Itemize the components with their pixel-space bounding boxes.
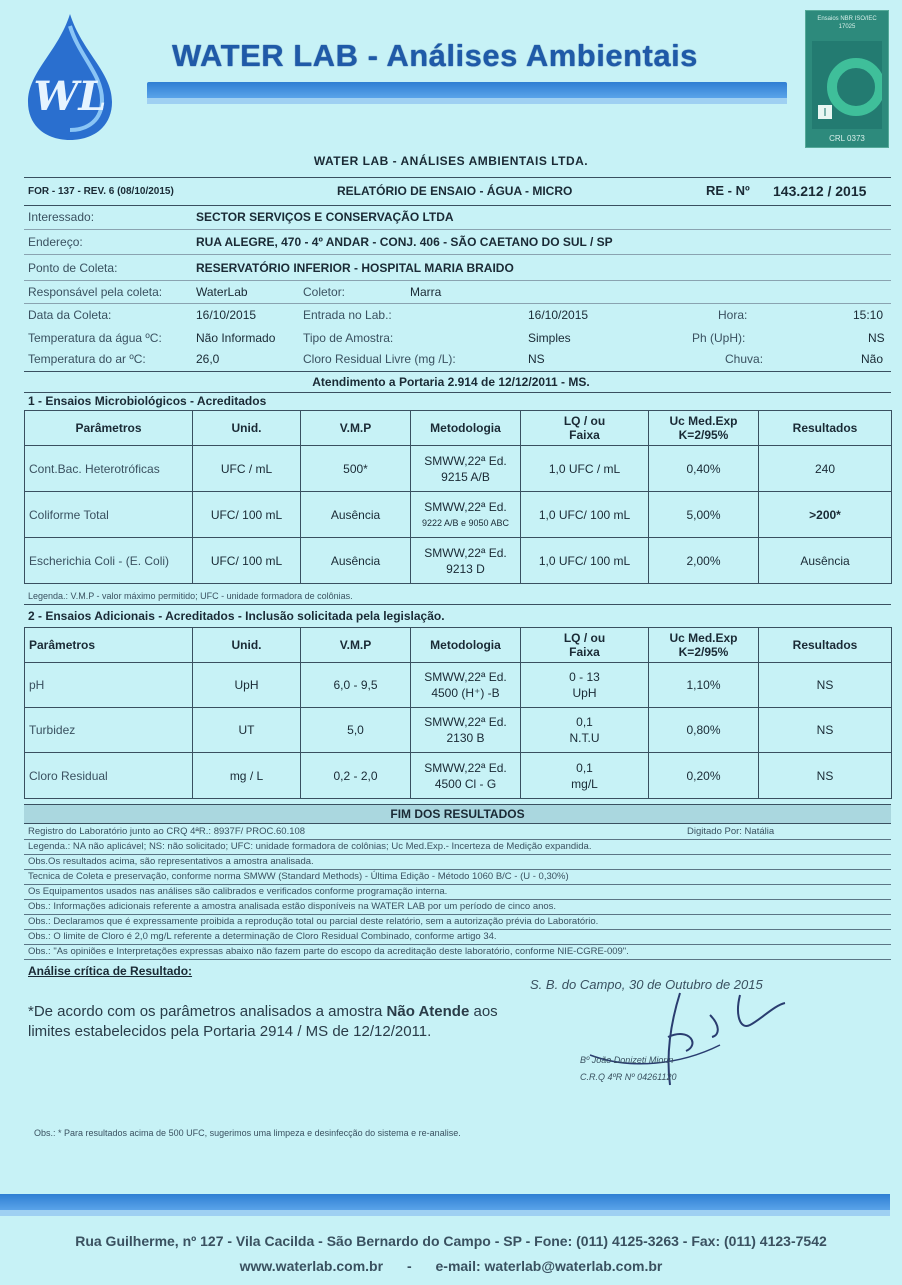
brand-title: WATER LAB - Análises Ambientais	[172, 38, 698, 73]
result-cell: Ausência	[759, 538, 892, 584]
divider	[24, 177, 891, 178]
col-uc: Uc Med.Exp K=2/95%	[649, 628, 759, 663]
unid-cell: mg / L	[193, 753, 301, 799]
footer-address: Rua Guilherme, nº 127 - Vila Cacilda - São Bernardo do Campo - SP - Fone: (011) 4125-3263 - Fax: (011) 4123-7542	[75, 1233, 827, 1249]
divider	[24, 229, 891, 230]
unid-cell: UFC/ 100 mL	[193, 538, 301, 584]
unid-cell: UpH	[193, 663, 301, 708]
col-metodologia: Metodologia	[411, 411, 521, 446]
param-cell: Cont.Bac. Heterotróficas	[25, 446, 193, 492]
col-parametros: Parâmetros	[25, 411, 193, 446]
signer-block	[580, 1052, 676, 1086]
cloro-label: Cloro Residual Livre (mg /L):	[303, 352, 456, 366]
col-lq: LQ / ou Faixa	[521, 411, 649, 446]
portaria-note: Atendimento a Portaria 2.914 de 12/12/2011 - MS.	[312, 375, 590, 389]
vmp-cell: Ausência	[301, 538, 411, 584]
hora-label: Hora:	[718, 308, 748, 322]
header-bar-highlight	[147, 98, 787, 104]
divider	[24, 254, 891, 255]
table-row	[25, 492, 892, 538]
micro-results-table	[24, 410, 892, 584]
result-cell: 240	[759, 446, 892, 492]
note-divider	[24, 884, 891, 885]
cloro-value: NS	[528, 352, 545, 366]
table-row	[25, 663, 892, 708]
note-line: Os Equipamentos usados nas análises são calibrados e verificados conforme programação interna.	[28, 886, 448, 897]
note-line: Legenda.: NA não aplicável; NS: não solicitado; UFC: unidade formadora de colônias; Uc Med.Exp.- Incerteza de Medição expandida.	[28, 841, 592, 852]
local-data: S. B. do Campo, 30 de Outubro de 2015	[530, 977, 763, 992]
divider	[24, 205, 891, 206]
note-line: Obs.: "As opiniões e Interpretações expressas abaixo não fazem parte do escopo da acreditação deste laboratório, conforme NIE-CGRE-009".	[28, 946, 629, 957]
param-cell: Cloro Residual	[25, 753, 193, 799]
seal-code: CRL 0373	[829, 134, 865, 143]
col-parametros: Parâmetros	[25, 628, 193, 663]
metodologia-cell: SMWW,22ª Ed. 9213 D	[411, 538, 521, 584]
email-link[interactable]: e-mail: waterlab@waterlab.com.br	[435, 1258, 663, 1274]
coletor-value: Marra	[410, 285, 442, 299]
divider	[24, 280, 891, 281]
temp-ar-label: Temperatura do ar ºC:	[28, 352, 146, 366]
metodologia-cell: SMWW,22ª Ed. 9222 A/B e 9050 ABC	[411, 492, 521, 538]
uc-cell: 0,40%	[649, 446, 759, 492]
lq-cell: 1,0 UFC/ 100 mL	[521, 492, 649, 538]
note-divider	[24, 839, 891, 840]
critica-text: *De acordo com os parâmetros analisados a amostra Não Atende aos limites estabelecidos pela Portaria 2914 / MS de 12/12/2011.	[28, 1003, 498, 1040]
resp-value: WaterLab	[196, 285, 248, 299]
report-number: 143.212 / 2015	[773, 183, 867, 199]
note-divider	[24, 899, 891, 900]
lq-cell: 0,1 N.T.U	[521, 708, 649, 753]
note-divider	[24, 854, 891, 855]
hora-value: 15:10	[853, 308, 884, 322]
temp-agua-label: Temperatura da água ºC:	[28, 331, 162, 345]
uc-cell: 1,10%	[649, 663, 759, 708]
section1-title: 1 - Ensaios Microbiológicos - Acreditados	[28, 394, 267, 408]
section1-legend: Legenda.: V.M.P - valor máximo permitido; UFC - unidade formadora de colônias.	[28, 591, 353, 601]
note-divider	[24, 944, 891, 945]
lq-cell: 0 - 13 UpH	[521, 663, 649, 708]
note-line: Obs.Os resultados acima, são representativos a amostra analisada.	[28, 856, 314, 867]
entrada-value: 16/10/2015	[528, 308, 589, 322]
divider	[24, 303, 891, 304]
col-metodologia: Metodologia	[411, 628, 521, 663]
interessado-label: Interessado:	[28, 210, 95, 224]
col-resultados: Resultados	[759, 628, 892, 663]
seal-standard: Ensaios NBR ISO/IEC 17025	[817, 16, 877, 30]
coletor-label: Coletor:	[303, 285, 346, 299]
table-header-row	[25, 411, 892, 446]
result-cell: NS	[759, 708, 892, 753]
note-divider	[24, 869, 891, 870]
param-cell: Turbidez	[25, 708, 193, 753]
report-title: RELATÓRIO DE ENSAIO - ÁGUA - MICRO	[337, 184, 573, 198]
lq-cell: 1,0 UFC/ 100 mL	[521, 538, 649, 584]
footer-contacts: www.waterlab.com.br - e-mail: waterlab@waterlab.com.br	[239, 1258, 663, 1274]
divider	[24, 371, 891, 372]
report-number-label: RE - Nº	[706, 183, 750, 198]
table-row	[25, 446, 892, 492]
waterlab-logo	[24, 12, 116, 142]
lq-cell: 1,0 UFC / mL	[521, 446, 649, 492]
result-cell: NS	[759, 663, 892, 708]
end-of-results-banner: FIM DOS RESULTADOS	[24, 804, 891, 824]
company-name: WATER LAB - ANÁLISES AMBIENTAIS LTDA.	[313, 154, 589, 168]
col-lq: LQ / ou Faixa	[521, 628, 649, 663]
unid-cell: UFC/ 100 mL	[193, 492, 301, 538]
metodologia-cell: SMWW,22ª Ed. 2130 B	[411, 708, 521, 753]
registro-note: Registro do Laboratório junto ao CRQ 4ªR.: 8937F/ PROC.60.108	[28, 826, 306, 837]
section2-title: 2 - Ensaios Adicionais - Acreditados - Inclusão solicitada pela legislação.	[28, 609, 445, 623]
note-line: Obs.: O limite de Cloro é 2,0 mg/L referente a determinação de Cloro Residual Combinado, conforme artigo 34.	[28, 931, 497, 942]
uc-cell: 5,00%	[649, 492, 759, 538]
metodologia-cell: SMWW,22ª Ed. 4500 Cl - G	[411, 753, 521, 799]
col-uc: Uc Med.Exp K=2/95%	[649, 411, 759, 446]
accreditation-seal	[805, 10, 889, 148]
ponto-value: RESERVATÓRIO INFERIOR - HOSPITAL MARIA BRAIDO	[196, 261, 514, 275]
note-divider	[24, 929, 891, 930]
chuva-label: Chuva:	[725, 352, 764, 366]
result-cell: >200*	[759, 492, 892, 538]
col-vmp: V.M.P	[301, 411, 411, 446]
entrada-label: Entrada no Lab.:	[303, 308, 392, 322]
ph-label: Ph (UpH):	[692, 331, 746, 345]
uc-cell: 2,00%	[649, 538, 759, 584]
lq-cell: 0,1 mg/L	[521, 753, 649, 799]
table-row	[25, 753, 892, 799]
ponto-label: Ponto de Coleta:	[28, 261, 118, 275]
data-coleta-value: 16/10/2015	[196, 308, 257, 322]
col-unid: Unid.	[193, 628, 301, 663]
result-cell: NS	[759, 753, 892, 799]
vmp-cell: Ausência	[301, 492, 411, 538]
endereco-label: Endereço:	[28, 235, 83, 249]
param-cell: Escherichia Coli - (E. Coli)	[25, 538, 193, 584]
footer-bar-highlight	[0, 1210, 890, 1216]
vmp-cell: 6,0 - 9,5	[301, 663, 411, 708]
interessado-value: SECTOR SERVIÇOS E CONSERVAÇÃO LTDA	[196, 210, 454, 224]
uc-cell: 0,20%	[649, 753, 759, 799]
note-line: Obs.: Informações adicionais referente a amostra analisada estão disponíveis na WATER LAB por um período de cinco anos.	[28, 901, 557, 912]
website-link[interactable]: www.waterlab.com.br	[239, 1258, 384, 1274]
col-resultados: Resultados	[759, 411, 892, 446]
divider	[24, 392, 891, 393]
table-row	[25, 708, 892, 753]
note-line: Tecnica de Coleta e preservação, conforme norma SMWW (Standard Methods) - Última Edição - Método 1060 B/C - (U - 0,30%)	[28, 871, 569, 882]
temp-agua-value: Não Informado	[196, 331, 276, 345]
vmp-cell: 5,0	[301, 708, 411, 753]
tipo-value: Simples	[528, 331, 571, 345]
signer-name: Bº João Donizeti Miorin	[580, 1055, 674, 1065]
tipo-label: Tipo de Amostra:	[303, 331, 394, 345]
endereco-value: RUA ALEGRE, 470 - 4º ANDAR - CONJ. 406 - SÃO CAETANO DO SUL / SP	[196, 235, 613, 249]
critica-title: Análise crítica de Resultado:	[28, 964, 193, 978]
seal-emblem	[812, 41, 882, 129]
unid-cell: UT	[193, 708, 301, 753]
svg-text:I: I	[823, 106, 827, 119]
note-divider	[24, 914, 891, 915]
metodologia-cell: SMWW,22ª Ed. 4500 (H⁺) -B	[411, 663, 521, 708]
divider	[24, 604, 891, 605]
note-divider	[24, 959, 891, 960]
unid-cell: UFC / mL	[193, 446, 301, 492]
temp-ar-value: 26,0	[196, 352, 220, 366]
param-cell: pH	[25, 663, 193, 708]
form-id: FOR - 137 - REV. 6 (08/10/2015)	[28, 186, 174, 197]
uc-cell: 0,80%	[649, 708, 759, 753]
resp-label: Responsável pela coleta:	[28, 285, 163, 299]
svg-text:WL: WL	[33, 73, 107, 120]
col-vmp: V.M.P	[301, 628, 411, 663]
ph-value: NS	[868, 331, 885, 345]
data-coleta-label: Data da Coleta:	[28, 308, 112, 322]
col-unid: Unid.	[193, 411, 301, 446]
metodologia-cell: SMWW,22ª Ed. 9215 A/B	[411, 446, 521, 492]
table-header-row	[25, 628, 892, 663]
table-row	[25, 538, 892, 584]
additional-results-table	[24, 627, 892, 799]
signer-crq: C.R.Q 4ºR Nº 04261120	[580, 1072, 677, 1082]
chuva-value: Não	[861, 352, 884, 366]
footer-observation: Obs.: * Para resultados acima de 500 UFC, sugerimos uma limpeza e desinfecção do sistema e re-analise.	[34, 1128, 461, 1138]
param-cell: Coliforme Total	[25, 492, 193, 538]
vmp-cell: 500*	[301, 446, 411, 492]
note-line: Obs.: Declaramos que é expressamente proibida a reprodução total ou parcial deste relatório, sem a autorização prévia do Laboratório.	[28, 916, 599, 927]
digitado-note: Digitado Por: Natália	[687, 826, 775, 837]
vmp-cell: 0,2 - 2,0	[301, 753, 411, 799]
